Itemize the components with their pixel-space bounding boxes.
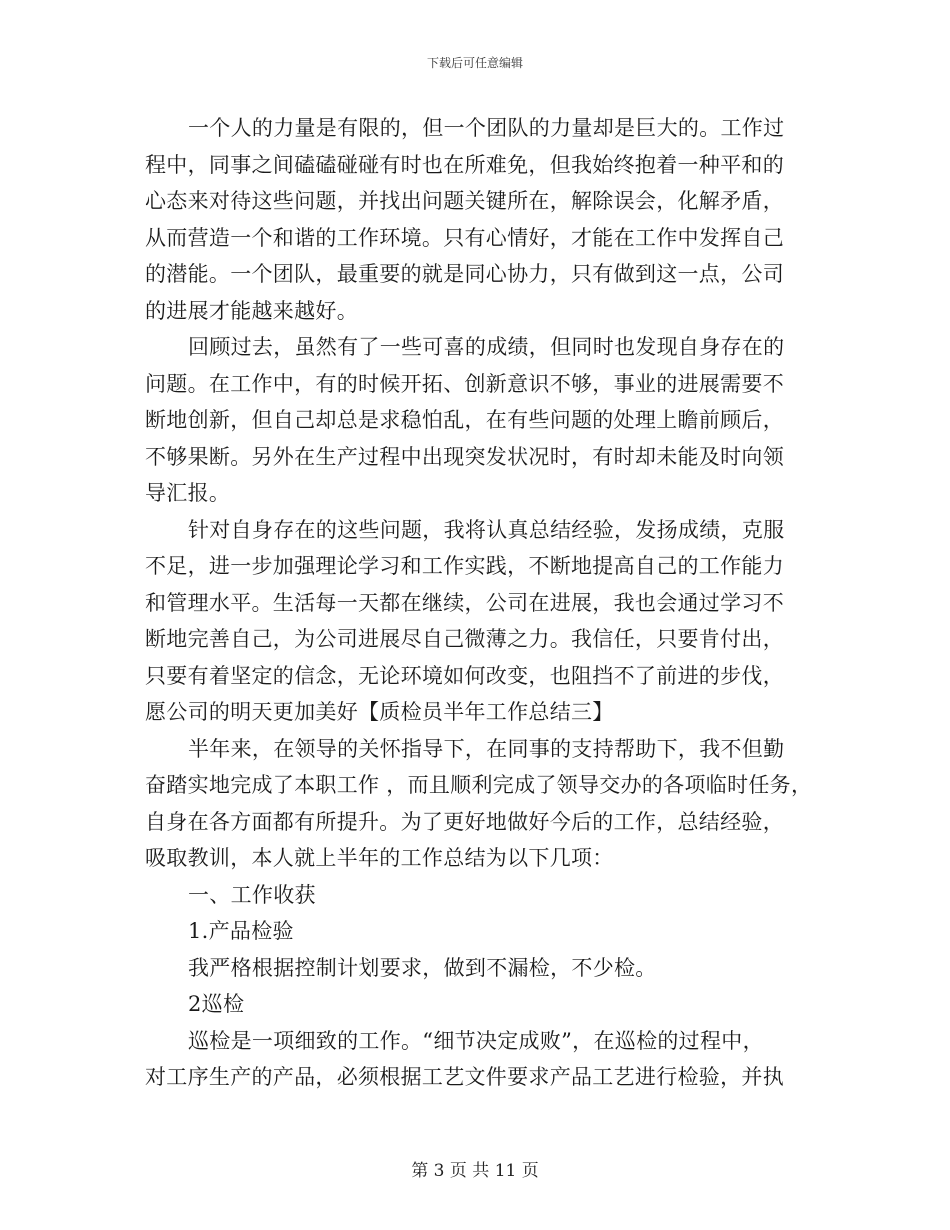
body-text-line: 针对自身存在的这些问题，我将认真总结经验，发扬成绩，克服 bbox=[188, 517, 785, 542]
body-text-line: 心态来对待这些问题，并找出问题关键所在，解除误会，化解矛盾， bbox=[145, 189, 784, 213]
body-text-line: 1.产品检验 bbox=[188, 919, 294, 943]
body-text-line: 导汇报。 bbox=[145, 481, 231, 505]
page-footer: 第 3 页 共 11 页 bbox=[411, 1161, 539, 1181]
body-text-line: 的潜能。一个团队，最重要的就是同心协力，只有做到这一点，公司 bbox=[145, 262, 784, 286]
body-text-line: 奋踏实地完成了本职工作 ，而且顺利完成了领导交办的各项临时任务， bbox=[145, 773, 813, 797]
body-text-line: 的进展才能越来越好。 bbox=[145, 298, 358, 323]
body-text-line: 程中，同事之间磕磕碰碰有时也在所难免，但我始终抱着一种平和的 bbox=[145, 152, 784, 177]
body-text-line: 断地创新，但自己却总是求稳怕乱，在有些问题的处理上瞻前顾后， bbox=[145, 408, 784, 432]
body-text-line: 2巡检 bbox=[188, 992, 245, 1016]
body-text-line: 一个人的力量是有限的，但一个团队的力量却是巨大的。工作过 bbox=[188, 116, 785, 140]
body-text-line: 从而营造一个和谐的工作环境。只有心情好，才能在工作中发挥自己 bbox=[145, 225, 784, 250]
body-text-line: 回顾过去，虽然有了一些可喜的成绩，但同时也发现自身存在的 bbox=[188, 335, 785, 359]
body-text-line: 一、工作收获 bbox=[188, 882, 316, 907]
body-text-line: 巡检是一项细致的工作。“细节决定成败”，在巡检的过程中， bbox=[188, 1028, 764, 1053]
body-text-line: 不够果断。另外在生产过程中出现突发状况时，有时却未能及时向领 bbox=[145, 444, 784, 469]
body-text-line: 对工序生产的产品，必须根据工艺文件要求产品工艺进行检验，并执 bbox=[145, 1065, 784, 1089]
body-text-line: 我严格根据控制计划要求，做到不漏检，不少检。 bbox=[188, 955, 657, 980]
body-text-line: 不足，进一步加强理论学习和工作实践，不断地提高自己的工作能力 bbox=[145, 554, 784, 578]
body-text-line: 只要有着坚定的信念，无论环境如何改变，也阻挡不了前进的步伐， bbox=[145, 663, 784, 688]
body-text-line: 自身在各方面都有所提升。为了更好地做好今后的工作，总结经验， bbox=[145, 809, 784, 834]
body-text-line: 问题。在工作中，有的时候开拓、创新意识不够，事业的进展需要不 bbox=[145, 371, 784, 396]
page-header: 下载后可任意编辑 bbox=[426, 56, 523, 70]
document-body bbox=[145, 110, 825, 1096]
body-text-line: 愿公司的明天更加美好【质检员半年工作总结三】 bbox=[145, 700, 614, 724]
body-text-line: 吸取教训，本人就上半年的工作总结为以下几项： bbox=[145, 846, 614, 870]
body-text-line: 和管理水平。生活每一天都在继续，公司在进展，我也会通过学习不 bbox=[145, 590, 784, 615]
body-text-line: 半年来，在领导的关怀指导下，在同事的支持帮助下，我不但勤 bbox=[188, 736, 785, 761]
body-text-line: 断地完善自己，为公司进展尽自己微薄之力。我信任，只要肯付出， bbox=[145, 627, 784, 651]
